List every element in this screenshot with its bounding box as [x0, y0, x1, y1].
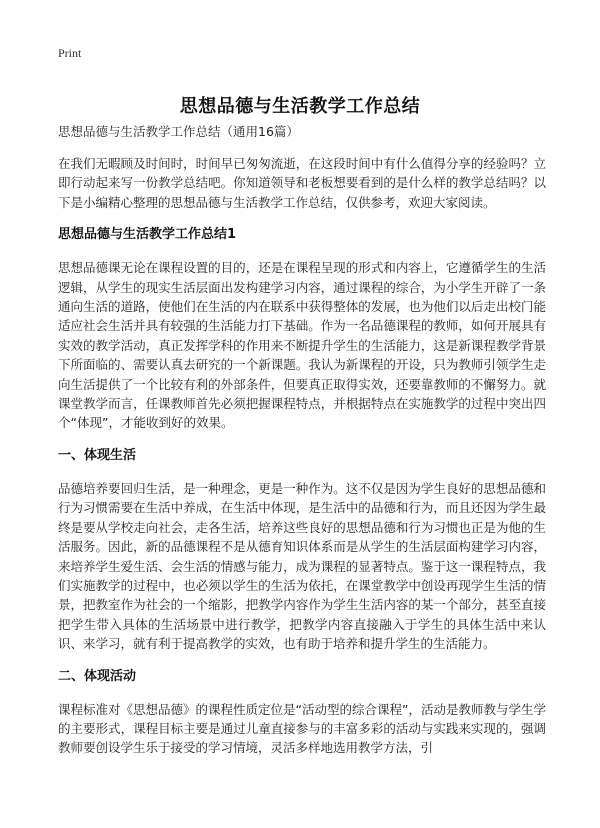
section-heading-1: 思想品德与生活教学工作总结1 — [58, 227, 237, 243]
intro-paragraph: 在我们无暇顾及时间时，时间早已匆匆流逝，在这段时间中有什么值得分享的经验吗？立即行动起来写一份教学总结吧。你知道领导和老板想要看到的是什么样的教学总结吗？以下是小编精心整理的思想品德与生活教学工作总结，仅供参考，欢迎大家阅读。 — [58, 156, 546, 210]
article-subtitle: 思想品德与生活教学工作总结（通用16篇） — [58, 124, 299, 139]
article-body — [58, 122, 546, 771]
section-paragraph-2: 品德培养要回归生活，是一种理念，更是一种作为。这不仅是因为学生良好的思想品德和行为习惯需要在生活中养成，在生活中体现，是生活中的品德和行为，而且还因为学生最终是要从学校走向社会，走各生活，培养这些良好的思想品德和行为习惯也正是为他的生活服务。因此，新的品德课程不是从德育知识体系而是从学生的生活层面构建学习内容，来培养学生爱生活、会生活的情感与能力，成为课程的显著特点。鉴于这一课程特点，我们实施教学的过程中，也必须以学生的生活为依托，在课堂教学中创设再现学生生活的情景，把教室作为社会的一个缩影，把教学内容作为学生生活内容的某一个部分，甚至直接把学生带入具体的生活场景中进行教学，把教学内容直接融入于学生的具体生活中来认识、来学习，就有利于提高教学的实效，也有助于培养和提升学生的生活能力。 — [58, 480, 546, 652]
print-link[interactable]: Print — [58, 46, 82, 60]
section-paragraph-3: 课程标准对《思想品德》的课程性质定位是“活动型的综合课程”，活动是教师教与学生学的主要形式，课程目标主要是通过儿童直接参与的丰富多彩的活动与实践来实现的，强调教师要创设学生乐于接受的学习情境，灵活多样地选用教学方法，引 — [58, 701, 546, 756]
section-heading-3: 二、体现活动 — [58, 668, 137, 684]
section-heading-2: 一、体现生活 — [58, 447, 137, 463]
page-title: 思想品德与生活教学工作总结 — [179, 96, 421, 118]
section-paragraph-1: 思想品德课无论在课程设置的目的，还是在课程呈现的形式和内容上，它遵循学生的生活逻辑，从学生的现实生活层面出发构建学习内容，通过课程的综合，为小学生开辟了一条通向生活的道路，使他们在生活的内在联系中获得整体的发展，也为他们以后走出校门能适应社会生活并具有较强的生活能力打下基础。作为一名品德课程的教师，如何开展具有实效的教学活动，真正发挥学科的作用来不断提升学生的生活能力，这是新课程教学背景下所面临的、需要认真去研究的一个新课题。我认为新课程的开设，只为教师引领学生走向生活提供了一个比较有利的外部条件，但要真正取得实效，还要靠教师的不懈努力。就课堂教学而言，任课教师首先必须把握课程特点，并根据特点在实施教学的过程中突出四个“体现”，才能收到好的效果。 — [58, 260, 546, 431]
